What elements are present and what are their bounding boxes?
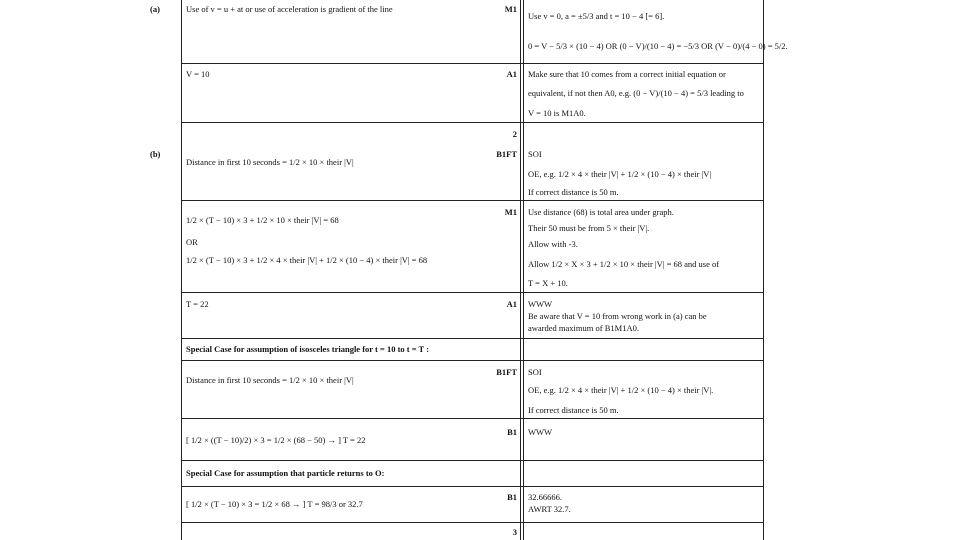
mark-code: M1 (504, 4, 517, 14)
col-border-guidance (523, 0, 524, 540)
col-border-right (763, 0, 764, 540)
row-border (181, 122, 764, 123)
row-border (181, 338, 764, 339)
guidance-line: 0 = V − 5/3 × (10 − 4) OR (0 − V)/(10 − 4) = −5/3 OR (V − 0)/(4 − 0) = 5/2. (528, 41, 788, 51)
guidance-line: If correct distance is 50 m. (528, 187, 619, 197)
mark-code: A1 (506, 69, 517, 79)
guidance-line: Use distance (68) is total area under graph. (528, 207, 674, 217)
mark-code: B1 (507, 427, 517, 437)
guidance-line: Be aware that V = 10 from wrong work in (a) can be (528, 311, 707, 321)
answer-text: V = 10 (186, 69, 210, 79)
guidance-line: Use v = 0, a = ±5/3 and t = 10 − 4 [= 6]. (528, 11, 665, 21)
total-marks: 3 (512, 527, 517, 537)
row-border (181, 292, 764, 293)
guidance-line: T = X + 10. (528, 278, 568, 288)
guidance-line: Allow 1/2 × X × 3 + 1/2 × 10 × their |V| = 68 and use of (528, 259, 720, 269)
part-label: (a) (150, 4, 160, 14)
special-case-heading: Special Case for assumption that particle returns to O: (186, 468, 385, 478)
mark-code: M1 (504, 207, 517, 217)
guidance-line: If correct distance is 50 m. (528, 405, 619, 415)
mark-code: B1FT (496, 149, 517, 159)
guidance-line: Allow with -3. (528, 239, 578, 249)
guidance-line: SOI (528, 149, 542, 159)
answer-text: [ 1/2 × ((T − 10)/2) × 3 = 1/2 × (68 − 50) → ] T = 22 (186, 435, 366, 445)
answer-text: Use of v = u + at or use of acceleration is gradient of the line (186, 4, 393, 14)
guidance-line: 32.66666. (528, 492, 562, 502)
guidance-line: V = 10 is M1A0. (528, 108, 586, 118)
guidance-line: awarded maximum of B1M1A0. (528, 323, 639, 333)
row-border (181, 522, 764, 523)
mark-code: B1 (507, 492, 517, 502)
mark-code: A1 (506, 299, 517, 309)
col-border-mark (520, 0, 521, 540)
answer-text: 1/2 × (T − 10) × 3 + 1/2 × 10 × their |V| = 68 (186, 215, 339, 225)
col-border-left (181, 0, 182, 540)
guidance-line: SOI (528, 367, 542, 377)
row-border (181, 63, 764, 64)
mark-code: B1FT (496, 367, 517, 377)
special-case-heading: Special Case for assumption of isosceles triangle for t = 10 to t = T : (186, 344, 430, 354)
answer-or: OR (186, 237, 198, 247)
part-label: (b) (150, 149, 161, 159)
guidance-line: WWW (528, 299, 553, 309)
answer-text-alt: 1/2 × (T − 10) × 3 + 1/2 × 4 × their |V| + 1/2 × (10 − 4) × their |V| = 68 (186, 255, 428, 265)
answer-text: T = 22 (186, 299, 209, 309)
row-border (181, 360, 764, 361)
row-border (181, 460, 764, 461)
guidance-line: Their 50 must be from 5 × their |V|. (528, 223, 650, 233)
guidance-line: OE, e.g. 1/2 × 4 × their |V| + 1/2 × (10 − 4) × their |V|. (528, 385, 714, 395)
total-marks: 2 (512, 129, 517, 139)
guidance-line: WWW (528, 427, 553, 437)
row-border (181, 418, 764, 419)
row-border (181, 486, 764, 487)
answer-text: [ 1/2 × (T − 10) × 3 = 1/2 × 68 → ] T = 98/3 or 32.7 (186, 499, 363, 509)
answer-text: Distance in first 10 seconds = 1/2 × 10 × their |V| (186, 157, 354, 167)
row-border (181, 200, 764, 201)
guidance-line: equivalent, if not then A0, e.g. (0 − V)/(10 − 4) = 5/3 leading to (528, 88, 744, 98)
guidance-line: Make sure that 10 comes from a correct initial equation or (528, 69, 726, 79)
guidance-line: OE, e.g. 1/2 × 4 × their |V| + 1/2 × (10 − 4) × their |V| (528, 169, 712, 179)
guidance-line: AWRT 32.7. (528, 504, 571, 514)
answer-text: Distance in first 10 seconds = 1/2 × 10 × their |V| (186, 375, 354, 385)
